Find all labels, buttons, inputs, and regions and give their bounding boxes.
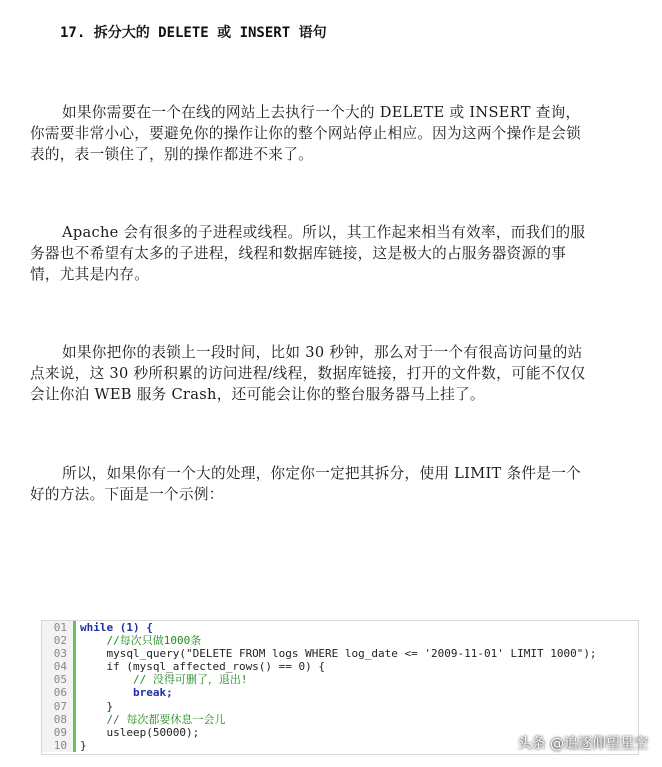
code-comment: //每次只做1000条	[80, 634, 202, 648]
code-text: }	[80, 738, 87, 752]
line-number: 01	[42, 621, 76, 634]
code-line	[42, 634, 638, 647]
code-comment: // 每次都要休息一会儿	[80, 712, 226, 726]
code-comment: // 没得可删了，退出!	[80, 673, 248, 687]
code-line	[42, 647, 638, 660]
code-text: if (mysql_affected_rows() == 0) {	[80, 660, 326, 674]
watermark: 头条 @追逐仰望星空	[517, 736, 648, 752]
line-number: 02	[42, 634, 76, 647]
code-text: while (1) {	[80, 621, 153, 634]
code-line	[42, 700, 638, 713]
code-line	[42, 686, 638, 699]
paragraph-3: 如果你把你的表锁上一段时间，比如 30 秒钟，那么对于一个有很高访问量的站点来说，这 30 秒所积累的访问进程/线程，数据库链接，打开的文件数，可能不仅仅会让你泊 WEB 服务 Crash，还可能会让你的整台服务器马上挂了。	[30, 344, 586, 403]
line-number: 04	[42, 660, 76, 673]
line-number: 09	[42, 726, 76, 739]
paragraph-4: 所以，如果你有一个大的处理，你定你一定把其拆分，使用 LIMIT 条件是一个好的方法。下面是一个示例：	[30, 465, 581, 503]
paragraph-2: Apache 会有很多的子进程或线程。所以，其工作起来相当有效率，而我们的服务器也不希望有太多的子进程，线程和数据库链接，这是极大的占服务器资源的事情，尤其是内存。	[30, 224, 586, 283]
line-number: 03	[42, 647, 76, 660]
line-number: 06	[42, 686, 76, 699]
code-line	[42, 660, 638, 673]
code-text: mysql_query("DELETE FROM logs WHERE log_date <= '2009-11-01' LIMIT 1000");	[80, 647, 597, 661]
code-line	[42, 673, 638, 686]
code-text: }	[80, 699, 114, 713]
code-line	[42, 621, 638, 634]
code-text: usleep(50000);	[80, 725, 200, 739]
line-number: 10	[42, 739, 76, 752]
line-number: 08	[42, 713, 76, 726]
paragraph-1: 如果你需要在一个在线的网站上去执行一个大的 DELETE 或 INSERT 查询，你需要非常小心，要避免你的操作让你的整个网站停止相应。因为这两个操作是会锁表的，表一锁住了，别的操作都进不来了。	[30, 104, 582, 163]
line-number: 05	[42, 673, 76, 686]
line-number: 07	[42, 700, 76, 713]
section-heading: 17. 拆分大的 DELETE 或 INSERT 语句	[60, 25, 327, 41]
code-text: break;	[80, 686, 173, 700]
code-line	[42, 713, 638, 726]
